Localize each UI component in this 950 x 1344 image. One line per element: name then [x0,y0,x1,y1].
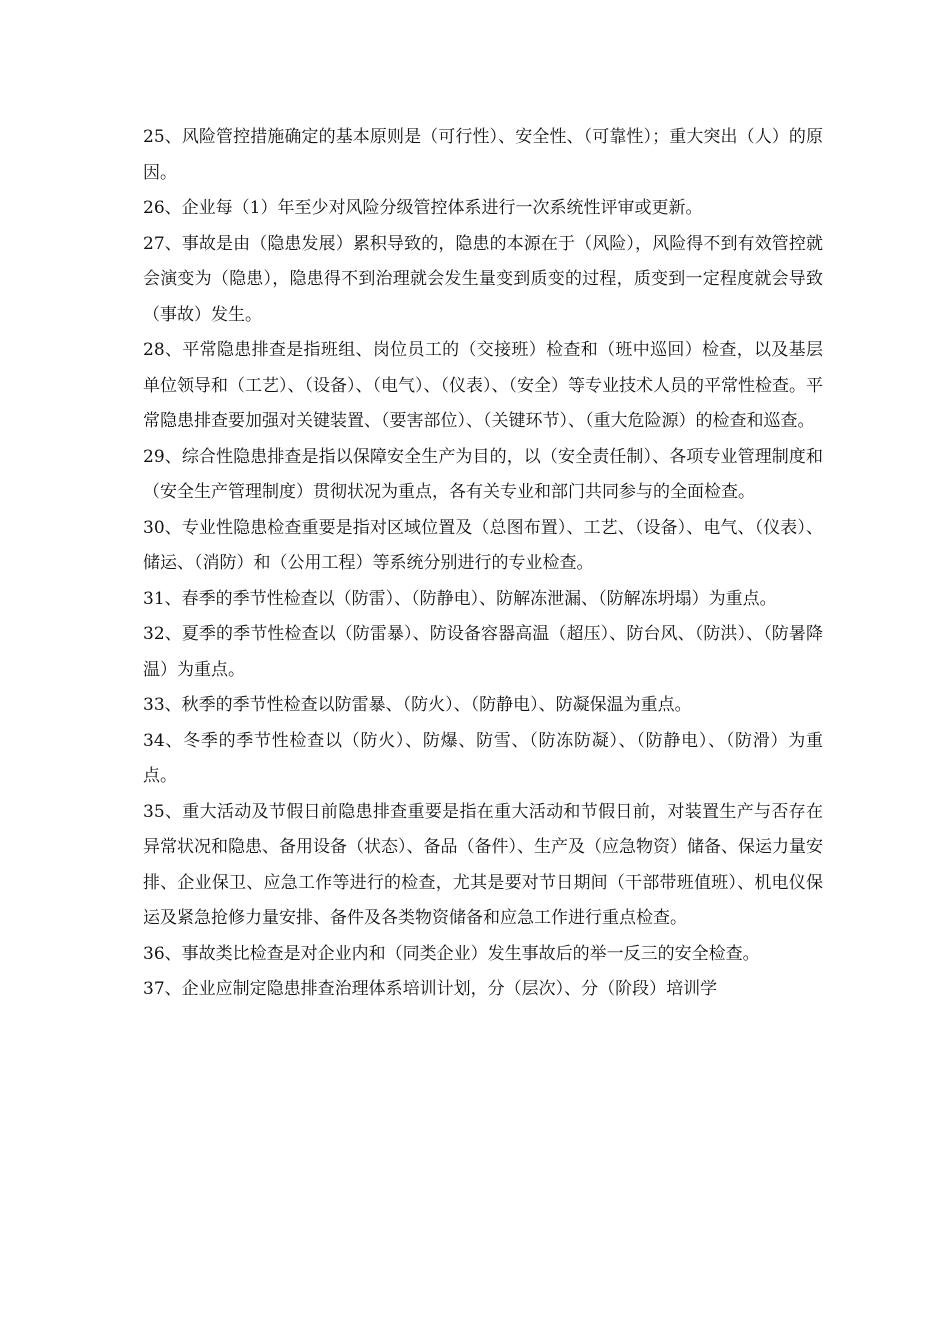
paragraph-32: 32、夏季的季节性检查以（防雷暴）、防设备容器高温（超压）、防台风、（防洪）、（防暑降温）为重点。 [143,624,823,680]
paragraph-37: 37、企业应制定隐患排查治理体系培训计划，分（层次）、分（阶段）培训学 [143,979,718,999]
paragraph-35: 35、重大活动及节假日前隐患排查重要是指在重大活动和节假日前，对装置生产与否存在异常状况和隐患、备用设备（状态）、备品（备件）、生产及（应急物资）储备、保运力量安排、企业保卫、应急工作等进行的检查，尤其是要对节日期间（干部带班值班）、机电仪保运及紧急抢修力量安排、备件及各类物资储备和应急工作进行重点检查。 [143,801,823,928]
paragraph-30: 30、专业性隐患检查重要是指对区域位置及（总图布置）、工艺、（设备）、电气、（仪表）、储运、（消防）和（公用工程）等系统分别进行的专业检查。 [143,517,823,573]
paragraph-33: 33、秋季的季节性检查以防雷暴、（防火）、（防静电）、防凝保温为重点。 [143,695,692,715]
paragraph-29: 29、综合性隐患排查是指以保障安全生产为目的，以（安全责任制）、各项专业管理制度和（安全生产管理制度）贯彻状况为重点，各有关专业和部门共同参与的全面检查。 [143,446,823,502]
paragraph-27: 27、事故是由（隐患发展）累积导致的，隐患的本源在于（风险），风险得不到有效管控就会演变为（隐患），隐患得不到治理就会发生量变到质变的过程，质变到一定程度就会导致（事故）发生。 [143,233,823,325]
paragraph-34: 34、冬季的季节性检查以（防火）、防爆、防雪、（防冻防凝）、（防静电）、（防滑）为重点。 [143,730,823,786]
paragraph-26: 26、企业每（1）年至少对风险分级管控体系进行一次系统性评审或更新。 [143,198,703,218]
paragraph-25: 25、风险管控措施确定的基本原则是（可行性）、安全性、（可靠性）；重大突出（人）的原因。 [143,127,823,183]
paragraph-28: 28、平常隐患排查是指班组、岗位员工的（交接班）检查和（班中巡回）检查，以及基层单位领导和（工艺）、（设备）、（电气）、（仪表）、（安全）等专业技术人员的平常性检查。平常隐患排查要加强对关键装置、（要害部位）、（关键环节）、（重大危险源）的检查和巡查。 [143,340,823,431]
document-body [143,120,823,1008]
paragraph-31: 31、春季的季节性检查以（防雷）、（防静电）、防解冻泄漏、（防解冻坍塌）为重点。 [143,588,777,609]
paragraph-36: 36、事故类比检查是对企业内和（同类企业）发生事故后的举一反三的安全检查。 [143,943,760,964]
